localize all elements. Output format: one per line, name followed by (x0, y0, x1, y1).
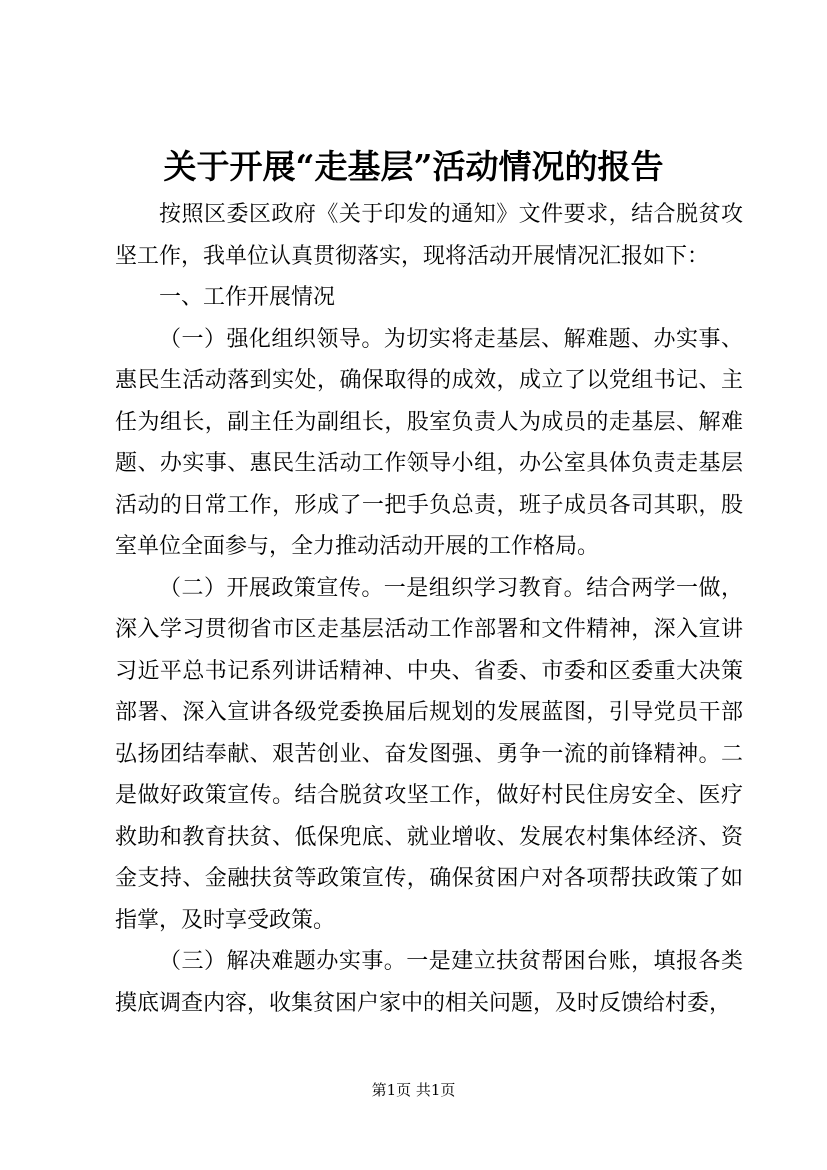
page-footer: 第1页 共1页 (371, 1081, 456, 1099)
paragraph-organization: （一）强化组织领导。为切实将走基层、解难题、办实事、惠民生活动落到实处，确保取得的成效，成立了以党组书记、主任为组长，副主任为副组长，股室负责人为成员的走基层、解难题、办实事、惠民生活动工作领导小组，办公室具体负责走基层活动的日常工作，形成了一把手负总责，班子成员各司其职，股室单位全面参与，全力推动活动开展的工作格局。 (115, 326, 743, 559)
paragraph-policy-publicity: （二）开展政策宣传。一是组织学习教育。结合两学一做，深入学习贯彻省市区走基层活动工作部署和文件精神，深入宣讲习近平总书记系列讲话精神、中央、省委、市委和区委重大决策部署、深入宣讲各级党委换届后规划的发展蓝图，引导党员干部弘扬团结奉献、艰苦创业、奋发图强、勇争一流的前锋精神。二是做好政策宣传。结合脱贫攻坚工作，做好村民住房安全、医疗救助和教育扶贫、低保兜底、就业增收、发展农村集体经济、资金支持、金融扶贫等政策宣传，确保贫困户对各项帮扶政策了如指掌，及时享受政策。 (115, 575, 743, 933)
section-heading: 一、工作开展情况 (159, 285, 336, 310)
document-body (115, 194, 743, 1024)
paragraph-solve-problems: （三）解决难题办实事。一是建立扶贫帮困台账，填报各类摸底调查内容，收集贫困户家中的相关问题，及时反馈给村委， (115, 949, 743, 1016)
document-title: 关于开展“走基层”活动情况的报告 (163, 147, 664, 186)
intro-paragraph: 按照区委区政府《关于印发的通知》文件要求，结合脱贫攻坚工作，我单位认真贯彻落实，现将活动开展情况汇报如下： (115, 202, 743, 269)
